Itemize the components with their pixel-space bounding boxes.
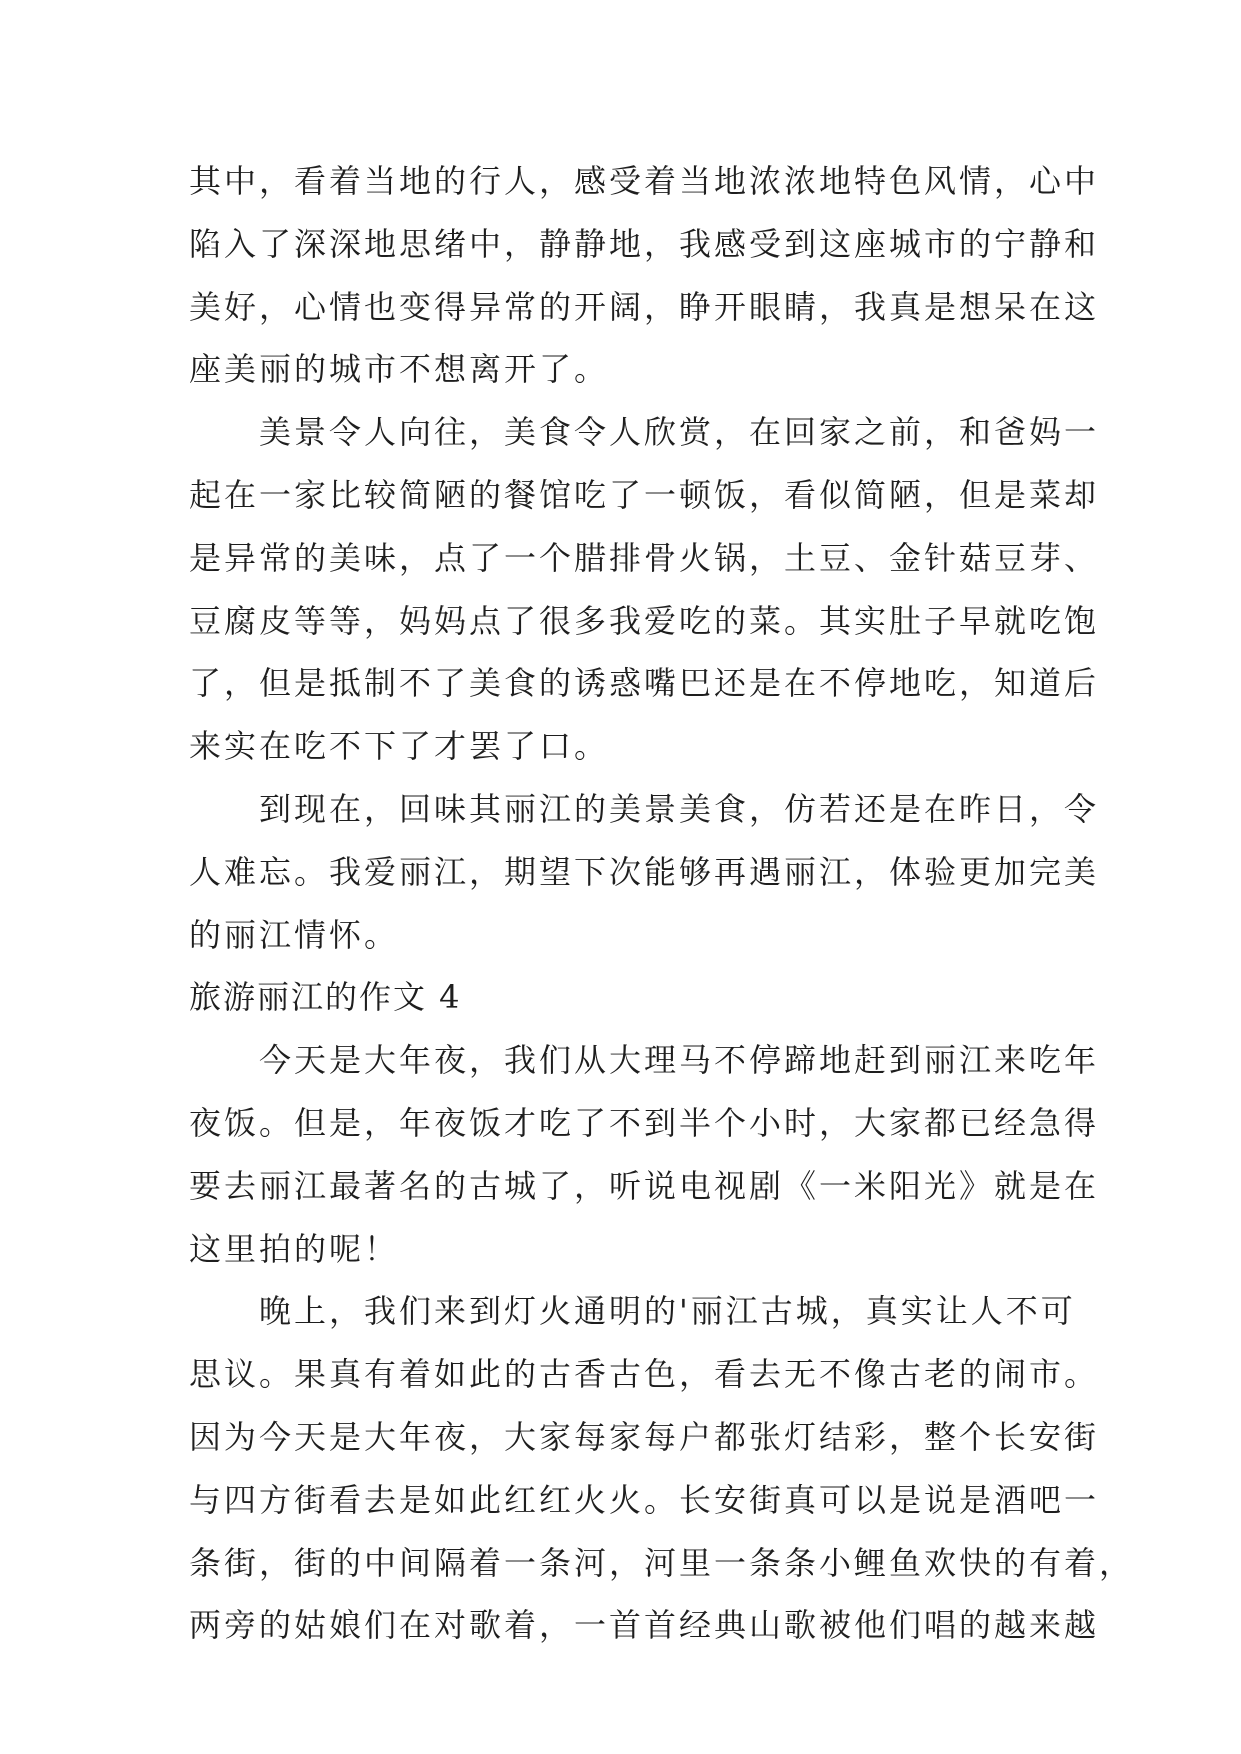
text-line: 了，但是抵制不了美食的诱惑嘴巴还是在不停地吃，知道后 xyxy=(189,664,1100,703)
paragraph-first-line: 今天是大年夜，我们从大理马不停蹄地赶到丽江来吃年 xyxy=(259,1041,1100,1080)
paragraph-first-line: 晚上，我们来到灯火通明的'丽江古城，真实让人不可 xyxy=(259,1292,1076,1331)
text-line: 两旁的姑娘们在对歌着，一首首经典山歌被他们唱的越来越 xyxy=(189,1606,1100,1645)
text-line: 夜饭。但是，年夜饭才吃了不到半个小时，大家都已经急得 xyxy=(189,1103,1100,1142)
text-line: 陷入了深深地思绪中，静静地，我感受到这座城市的宁静和 xyxy=(189,224,1100,263)
paragraph-first-line: 到现在，回味其丽江的美景美食，仿若还是在昨日，令 xyxy=(259,789,1100,828)
text-line: 这里拍的呢！ xyxy=(189,1229,400,1268)
text-line: 座美丽的城市不想离开了。 xyxy=(189,350,610,389)
document-body xyxy=(189,150,1135,1657)
text-line: 与四方街看去是如此红红火火。长安街真可以是说是酒吧一 xyxy=(189,1480,1100,1519)
text-line: 起在一家比较简陋的餐馆吃了一顿饭，看似简陋，但是菜却 xyxy=(189,475,1100,514)
text-line: 来实在吃不下了才罢了口。 xyxy=(189,727,610,766)
section-heading: 旅游丽江的作文 4 xyxy=(189,978,462,1017)
text-line: 是异常的美味，点了一个腊排骨火锅，土豆、金针菇豆芽、 xyxy=(189,538,1100,577)
text-line: 其中，看着当地的行人，感受着当地浓浓地特色风情，心中 xyxy=(189,162,1100,200)
text-line: 美好，心情也变得异常的开阔，睁开眼睛，我真是想呆在这 xyxy=(189,287,1100,326)
paragraph-first-line: 美景令人向往，美食令人欣赏，在回家之前，和爸妈一 xyxy=(259,413,1100,452)
text-line: 思议。果真有着如此的古香古色，看去无不像古老的闹市。 xyxy=(189,1355,1100,1394)
text-line: 因为今天是大年夜，大家每家每户都张灯结彩，整个长安街 xyxy=(189,1417,1100,1456)
text-line: 条街，街的中间隔着一条河，河里一条条小鲤鱼欢快的有着， xyxy=(189,1543,1135,1582)
text-line: 人难忘。我爱丽江，期望下次能够再遇丽江，体验更加完美 xyxy=(189,852,1100,891)
text-line: 的丽江情怀。 xyxy=(189,915,400,954)
text-line: 豆腐皮等等，妈妈点了很多我爱吃的菜。其实肚子早就吃饱 xyxy=(189,601,1100,640)
text-line: 要去丽江最著名的古城了，听说电视剧《一米阳光》就是在 xyxy=(189,1166,1100,1205)
